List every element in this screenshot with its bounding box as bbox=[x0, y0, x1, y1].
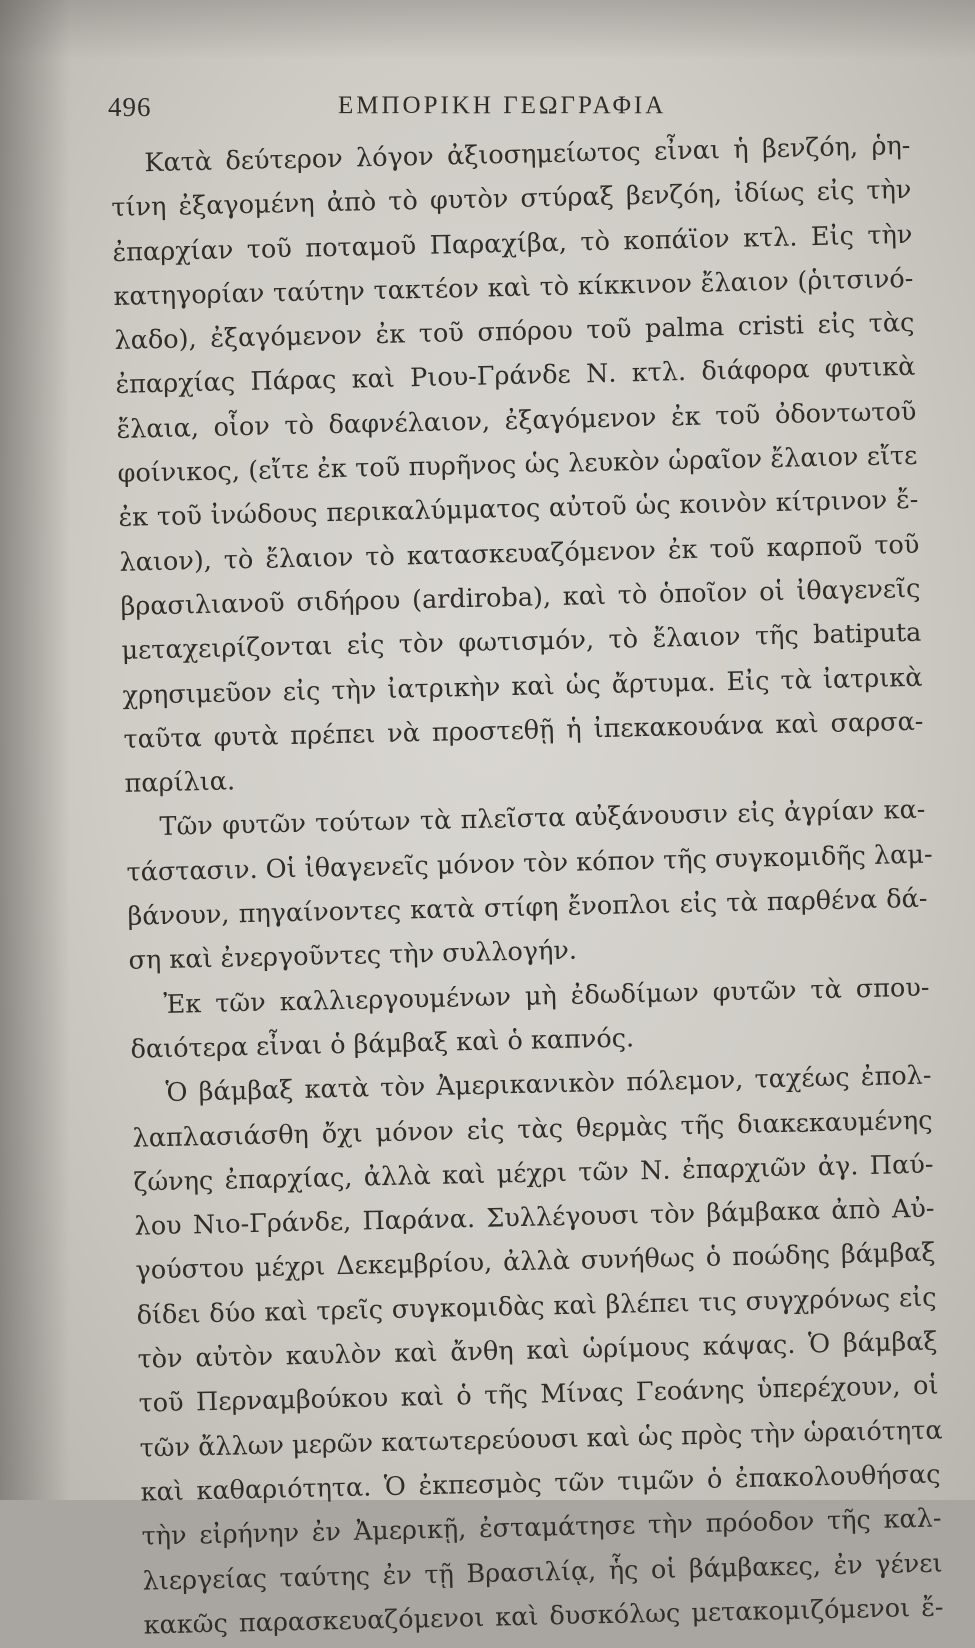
text-line: βάνουν, πηγαίνοντες κατὰ στίφη ἔνοπλοι εἰς τὰ παρθένα δά- bbox=[127, 883, 928, 932]
text-line: Ὁ βάμβαξ κατὰ τὸν Ἀμερικανικὸν πόλεμον, ταχέως ἐπολ- bbox=[165, 1060, 932, 1109]
text-line: ἔλαια, οἷον τὸ δαφνέλαιον, ἐξαγόμενον ἐκ τοῦ ὀδοντωτοῦ bbox=[116, 396, 917, 445]
text-line: κατηγορίαν ταύτην τακτέον καὶ τὸ κίκκινον ἔλαιον (ῥιτσινό- bbox=[113, 263, 914, 312]
text-line: τίνη ἐξαγομένη ἀπὸ τὸ φυτὸν στύραξ βενζόη, ἰδίως εἰς τὴν bbox=[111, 175, 912, 224]
text-line: μεταχειρίζονται εἰς τὸν φωτισμόν, τὸ ἔλαιον τῆς batiputa bbox=[121, 617, 922, 667]
text-line: λαιον), τὸ ἔλαιον τὸ κατασκευαζόμενον ἐκ τοῦ καρποῦ τοῦ bbox=[119, 529, 920, 578]
text-line: Ἐκ τῶν καλλιεργουμένων μὴ ἐδωδίμων φυτῶν τὰ σπου- bbox=[163, 972, 930, 1020]
page-number: 496 bbox=[108, 92, 152, 122]
text-line: ἐκ τοῦ ἰνώδους περικαλύμματος αὐτοῦ ὡς κοινὸν κίτρινον ἔ- bbox=[118, 485, 919, 534]
text-line: ση καὶ ἐνεργοῦντες τὴν συλλογήν. bbox=[128, 935, 578, 977]
text-line: Κατὰ δεύτερον λόγον ἀξιοσημείωτος εἶναι ἡ βενζόη, ῥη- bbox=[144, 130, 911, 179]
text-line: λαδο), ἐξαγόμενον ἐκ τοῦ σπόρου τοῦ palma cristi εἰς τὰς bbox=[114, 307, 915, 357]
text-line: καὶ καθαριότητα. Ὁ ἐκπεσμὸς τῶν τιμῶν ὁ ἐπακολουθήσας bbox=[140, 1459, 941, 1508]
text-line: τάστασιν. Οἱ ἰθαγενεῖς μόνον τὸν κόπον τῆς συγκομιδῆς λαμ- bbox=[126, 839, 933, 888]
text-line: ἐπαρχίας Πάρας καὶ Ριου-Γράνδε Ν. κτλ. διάφορα φυτικὰ bbox=[115, 352, 916, 401]
text-line: λαπλασιάσθη ὄχι μόνον εἰς τὰς θερμὰς τῆς διακεκαυμένης bbox=[132, 1105, 933, 1154]
text-line: δίδει δύο καὶ τρεῖς συγκομιδὰς καὶ βλέπει τις συγχρόνως εἰς bbox=[136, 1282, 937, 1331]
text-line: ζώνης ἐπαρχίας, ἀλλὰ καὶ μέχρι τῶν Ν. ἐπαρχιῶν ἀγ. Παύ- bbox=[133, 1149, 934, 1198]
running-head: ΕΜΠΟΡΙΚΗ ΓΕΩΓΡΑΦΙΑ bbox=[338, 92, 667, 119]
text-line: τῶν ἄλλων μερῶν κατωτερεύουσι καὶ ὡς πρὸς τὴν ὡραιότητα bbox=[139, 1415, 943, 1464]
text-line: κακῶς παρασκευαζόμενοι καὶ δυσκόλως μετακομιζόμενοι ἔ- bbox=[143, 1592, 944, 1641]
text-line: χρησιμεῦον εἰς τὴν ἰατρικὴν καὶ ὡς ἄρτυμα. Εἰς τὰ ἰατρικὰ bbox=[122, 662, 923, 711]
page-top-shadow bbox=[0, 0, 975, 60]
text-line: δαιότερα εἶναι ὁ βάμβαξ καὶ ὁ καπνός. bbox=[130, 1023, 635, 1065]
page-edge-shadow bbox=[0, 0, 70, 1500]
text-line: τὴν εἰρήνην ἐν Ἀμερικῇ, ἐσταμάτησε τὴν πρόοδον τῆς καλ- bbox=[141, 1503, 942, 1552]
text-line: φοίνικος, (εἴτε ἐκ τοῦ πυρῆνος ὡς λευκὸν ὡραῖον ἔλαιον εἴτε bbox=[117, 440, 918, 489]
text-line: ταῦτα φυτὰ πρέπει νὰ προστεθῇ ἡ ἰπεκακουάνα καὶ σαρσα- bbox=[123, 706, 924, 755]
text-line: βρασιλιανοῦ σιδήρου (ardiroba), καὶ τὸ ὁποῖον οἱ ἰθαγενεῖς bbox=[120, 573, 921, 622]
body-text bbox=[110, 124, 944, 1648]
text-line: τὸν αὐτὸν καυλὸν καὶ ἄνθη καὶ ὡρίμους κάψας. Ὁ βάμβαξ bbox=[137, 1326, 938, 1375]
text-line: ἐπαρχίαν τοῦ ποταμοῦ Παραχίβα, τὸ κοπάϊον κτλ. Εἰς τὴν bbox=[112, 219, 913, 268]
text-line: λου Νιο-Γράνδε, Παράνα. Συλλέγουσι τὸν βάμβακα ἀπὸ Αὐ- bbox=[134, 1193, 935, 1242]
text-line: λιεργείας ταύτης ἐν τῇ Βρασιλίᾳ, ἧς οἱ βάμβακες, ἐν γένει bbox=[142, 1547, 943, 1597]
text-line: τοῦ Περναμβούκου καὶ ὁ τῆς Μίνας Γεοάνης ὑπερέχουν, οἱ bbox=[138, 1370, 939, 1419]
text-line: γούστου μέχρι Δεκεμβρίου, ἀλλὰ συνήθως ὁ ποώδης βάμβαξ bbox=[135, 1237, 936, 1287]
text-line: Τῶν φυτῶν τούτων τὰ πλεῖστα αὐξάνουσιν εἰς ἀγρίαν κα- bbox=[159, 795, 926, 843]
text-line: παρίλια. bbox=[124, 766, 236, 799]
